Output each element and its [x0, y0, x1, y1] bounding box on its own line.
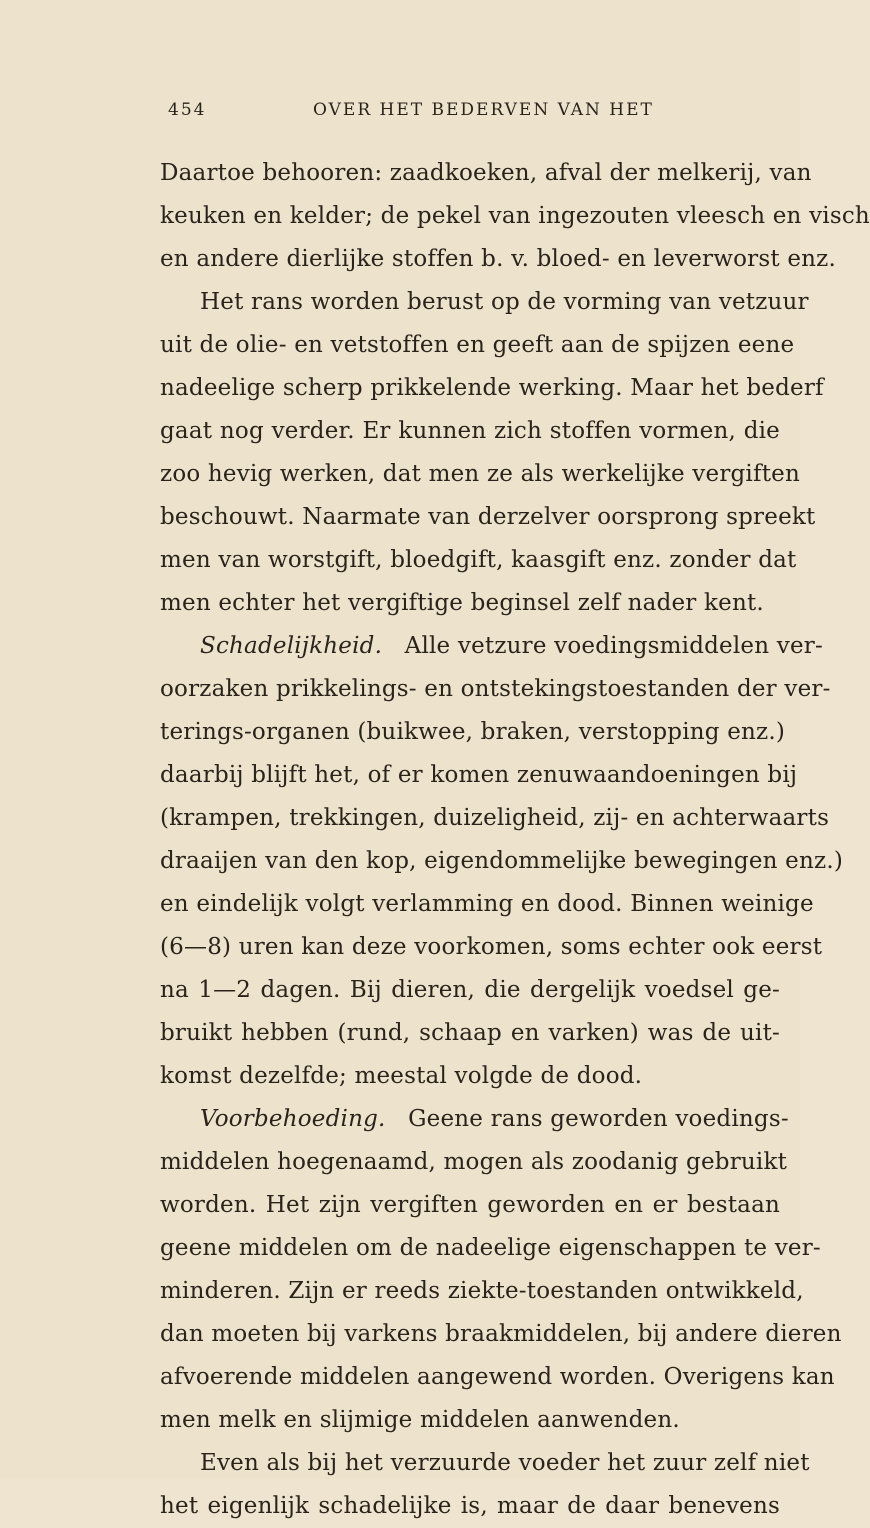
text-line: en andere dierlijke stoffen b. v. bloed- en leverworst enz.: [160, 246, 836, 272]
body-text: [160, 152, 870, 1528]
text-line: worden. Het zijn vergiften geworden en er bestaan: [160, 1192, 780, 1218]
text-line: oorzaken prikkelings- en ontstekingstoestanden der ver-: [160, 676, 831, 702]
text-line: Alle vetzure voedingsmiddelen ver-: [404, 633, 823, 659]
text-line: het eigenlijk schadelijke is, maar de daar benevens: [160, 1493, 780, 1519]
text-line-with-heading: [160, 625, 823, 668]
text-line: bruikt hebben (rund, schaap en varken) was de uit-: [160, 1020, 780, 1046]
text-line: dan moeten bij varkens braakmiddelen, bij andere dieren: [160, 1321, 842, 1347]
text-line: middelen hoegenaamd, mogen als zoodanig gebruikt: [160, 1149, 788, 1175]
text-line: daarbij blijft het, of er komen zenuwaandoeningen bij: [160, 762, 798, 788]
text-line: geene middelen om de nadeelige eigenschappen te ver-: [160, 1235, 821, 1261]
text-line: nadeelige scherp prikkelende werking. Maar het bederf: [160, 375, 824, 401]
text-line: draaijen van den kop, eigendommelijke bewegingen enz.): [160, 848, 844, 874]
text-line: men van worstgift, bloedgift, kaasgift enz. zonder dat: [160, 547, 797, 573]
text-line: Even als bij het verzuurde voeder het zuur zelf niet: [200, 1450, 810, 1476]
section-heading-voorbehoeding: Voorbehoeding.: [200, 1106, 386, 1132]
text-line: beschouwt. Naarmate van derzelver oorsprong spreekt: [160, 504, 816, 530]
text-line: afvoerende middelen aangewend worden. Overigens kan: [160, 1364, 835, 1390]
text-line: Het rans worden berust op de vorming van vetzuur: [200, 289, 809, 315]
running-head: OVER HET BEDERVEN VAN HET: [313, 100, 654, 120]
text-line: (6—8) uren kan deze voorkomen, soms echter ook eerst: [160, 934, 823, 960]
text-line: (krampen, trekkingen, duizeligheid, zij- en achterwaarts: [160, 805, 830, 831]
text-line: komst dezelfde; meestal volgde de dood.: [160, 1063, 643, 1089]
page-header: [168, 100, 688, 130]
text-line-with-heading: [160, 1098, 789, 1141]
text-line: gaat nog verder. Er kunnen zich stoffen vormen, die: [160, 418, 780, 444]
text-line: men melk en slijmige middelen aanwenden.: [160, 1407, 680, 1433]
text-line: keuken en kelder; de pekel van ingezouten vleesch en visch: [160, 203, 870, 229]
text-line: uit de olie- en vetstoffen en geeft aan de spijzen eene: [160, 332, 795, 358]
page-number: 454: [168, 100, 207, 120]
text-line: na 1—2 dagen. Bij dieren, die dergelijk voedsel ge-: [160, 977, 780, 1003]
text-line: terings-organen (buikwee, braken, verstopping enz.): [160, 719, 786, 745]
text-line: Geene rans geworden voedings-: [408, 1106, 789, 1132]
section-heading-schadelijkheid: Schadelijkheid.: [200, 633, 383, 659]
text-line: Daartoe behooren: zaadkoeken, afval der melkerij, van: [160, 160, 812, 186]
text-line: en eindelijk volgt verlamming en dood. Binnen weinige: [160, 891, 814, 917]
text-line: men echter het vergiftige beginsel zelf nader kent.: [160, 590, 764, 616]
text-line: zoo hevig werken, dat men ze als werkelijke vergiften: [160, 461, 800, 487]
text-line: minderen. Zijn er reeds ziekte-toestanden ontwikkeld,: [160, 1278, 804, 1304]
